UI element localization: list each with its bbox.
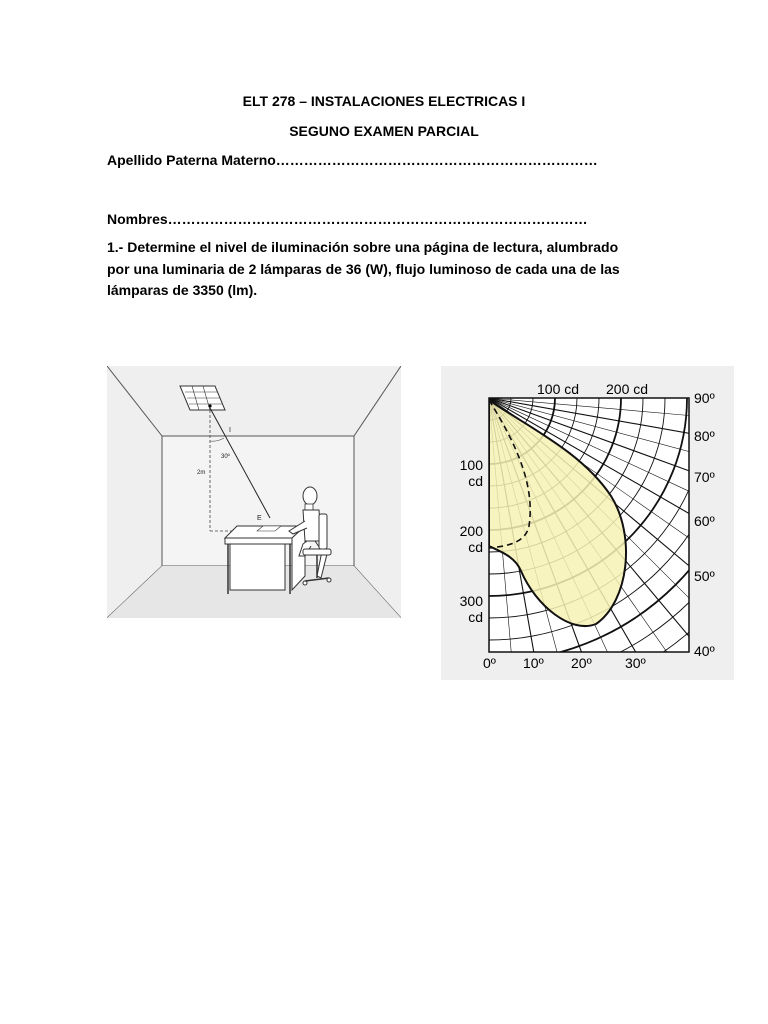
course-title: ELT 278 – INSTALACIONES ELECTRICAS I <box>242 93 526 109</box>
top-label-100cd: 100 cd <box>537 381 580 397</box>
desk-icon <box>225 526 305 594</box>
illuminance-label: E <box>257 515 262 522</box>
angle-label-80: 80º <box>694 428 715 444</box>
question-line-3: lámparas de 3350 (lm). <box>107 282 258 298</box>
angle-label-90: 90º <box>694 390 715 406</box>
question-line-1: 1.- Determine el nivel de iluminación sobre una página de lectura, alumbrado <box>107 239 619 255</box>
top-label-200cd: 200 cd <box>606 381 649 397</box>
height-label: 2m <box>197 470 206 476</box>
left-unit-200: cd <box>468 539 483 555</box>
angle-label-50: 50º <box>694 568 715 584</box>
left-unit-100: cd <box>468 473 483 489</box>
surname-field-line: Apellido Paterna Materno…………………………………………………………… <box>107 152 598 168</box>
left-label-100: 100 <box>459 457 483 473</box>
angle-label-30: 30º <box>625 655 646 671</box>
exam-title: SEGUNO EXAMEN PARCIAL <box>289 123 479 139</box>
room-illustration <box>107 366 401 618</box>
left-label-200: 200 <box>459 523 483 539</box>
intensity-label: I <box>229 427 231 434</box>
polar-intensity-diagram <box>441 366 734 680</box>
angle-label-10: 10º <box>523 655 544 671</box>
angle-label-0: 0º <box>483 655 496 671</box>
angle-label-40: 40º <box>694 643 715 659</box>
left-label-300: 300 <box>459 593 483 609</box>
angle-label: 30º <box>221 454 230 460</box>
angle-label-60: 60º <box>694 513 715 529</box>
left-unit-300: cd <box>468 609 483 625</box>
angle-label-70: 70º <box>694 469 715 485</box>
angle-label-20: 20º <box>571 655 592 671</box>
names-field-line: Nombres……………………………………………………………………………… <box>107 211 588 227</box>
question-line-2: por una luminaria de 2 lámparas de 36 (W), flujo luminoso de cada una de las <box>107 261 620 277</box>
